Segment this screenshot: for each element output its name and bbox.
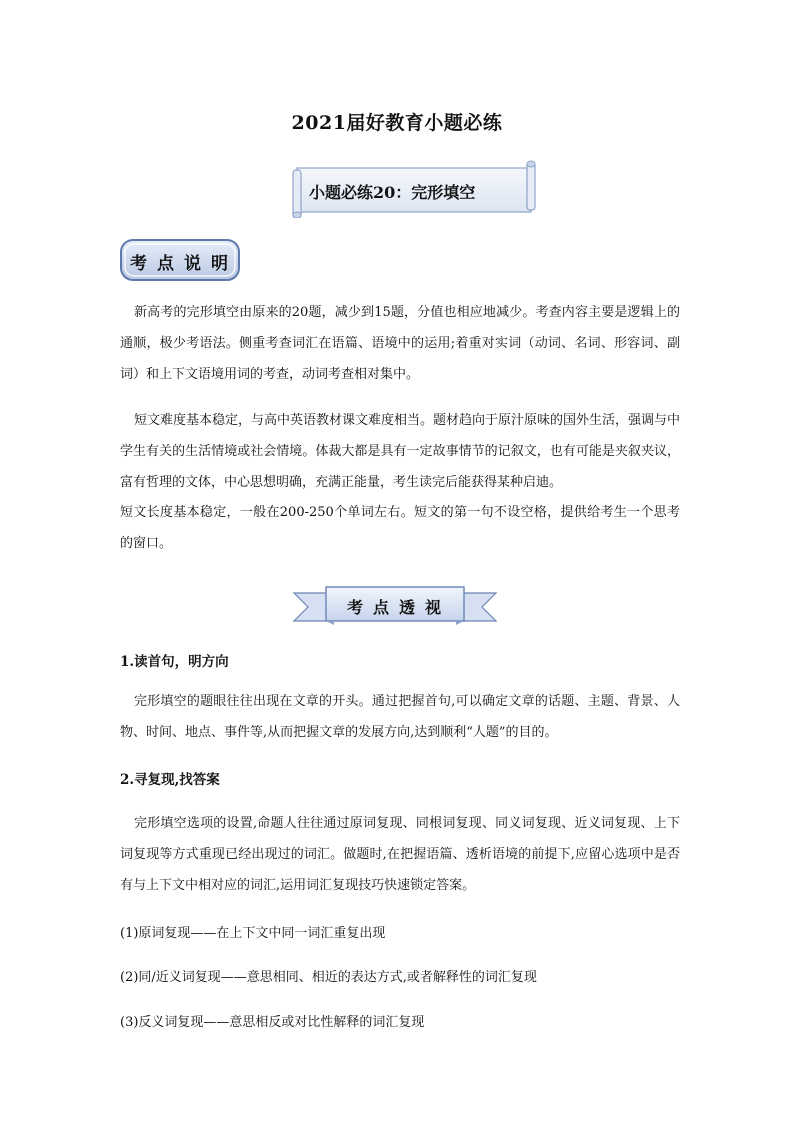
list-item: (3)反义词复现——意思相反或对比性解释的词汇复现 [120, 1015, 425, 1030]
topic-title: 小题必练20：完形填空 [309, 183, 476, 202]
topic-scroll-banner [291, 160, 537, 218]
insight-ribbon-label: 考点透视 [346, 598, 451, 617]
section-1-heading: 1.读首句，明方向 [120, 654, 229, 670]
section-2-body: 完形填空选项的设置,命题人往往通过原词复现、同根词复现、同义词复现、近义词复现、上下词复现等方式重现已经出现过的词汇。做题时,在把握语篇、透析语境的前提下,应留心选项中是否有与上下文中相对应的词汇,运用词汇复现技巧快速锁定答案。 [120, 816, 680, 893]
intro-paragraph-2: 短文难度基本稳定，与高中英语教材课文难度相当。题材趋向于原汁原味的国外生活，强调与中学生有关的生活情境或社会情境。体裁大都是具有一定故事情节的记叙文，也有可能是夹叙夹议，富有哲理的文体，中心思想明确，充满正能量，考生读完后能获得某种启迪。 [120, 413, 681, 490]
explain-badge-label: 考点说明 [130, 254, 238, 274]
intro-paragraph-1: 新高考的完形填空由原来的20题，减少到15题，分值也相应地减少。考查内容主要是逻辑上的通顺，极少考语法。侧重考查词汇在语篇、语境中的运用;着重对实词（动词、名词、形容词、副词）和上下文语境用词的考查，动词考查相对集中。 [120, 305, 680, 382]
page-title: 2021届好教育小题必练 [291, 112, 503, 134]
section-2-heading: 2.寻复现,找答案 [120, 772, 220, 788]
list-item: (1)原词复现——在上下文中同一词汇重复出现 [120, 926, 386, 941]
insight-ribbon [292, 585, 498, 627]
intro-paragraph-3: 短文长度基本稳定，一般在200-250个单词左右。短文的第一句不设空格，提供给考生一个思考的窗口。 [120, 505, 680, 551]
explain-badge [119, 238, 241, 282]
list-item: (2)同/近义词复现——意思相同、相近的表达方式,或者解释性的词汇复现 [120, 970, 537, 985]
section-1-body: 完形填空的题眼往往出现在文章的开头。通过把握首句,可以确定文章的话题、主题、背景、人物、时间、地点、事件等,从而把握文章的发展方向,达到顺利“人题”的目的。 [120, 694, 680, 740]
